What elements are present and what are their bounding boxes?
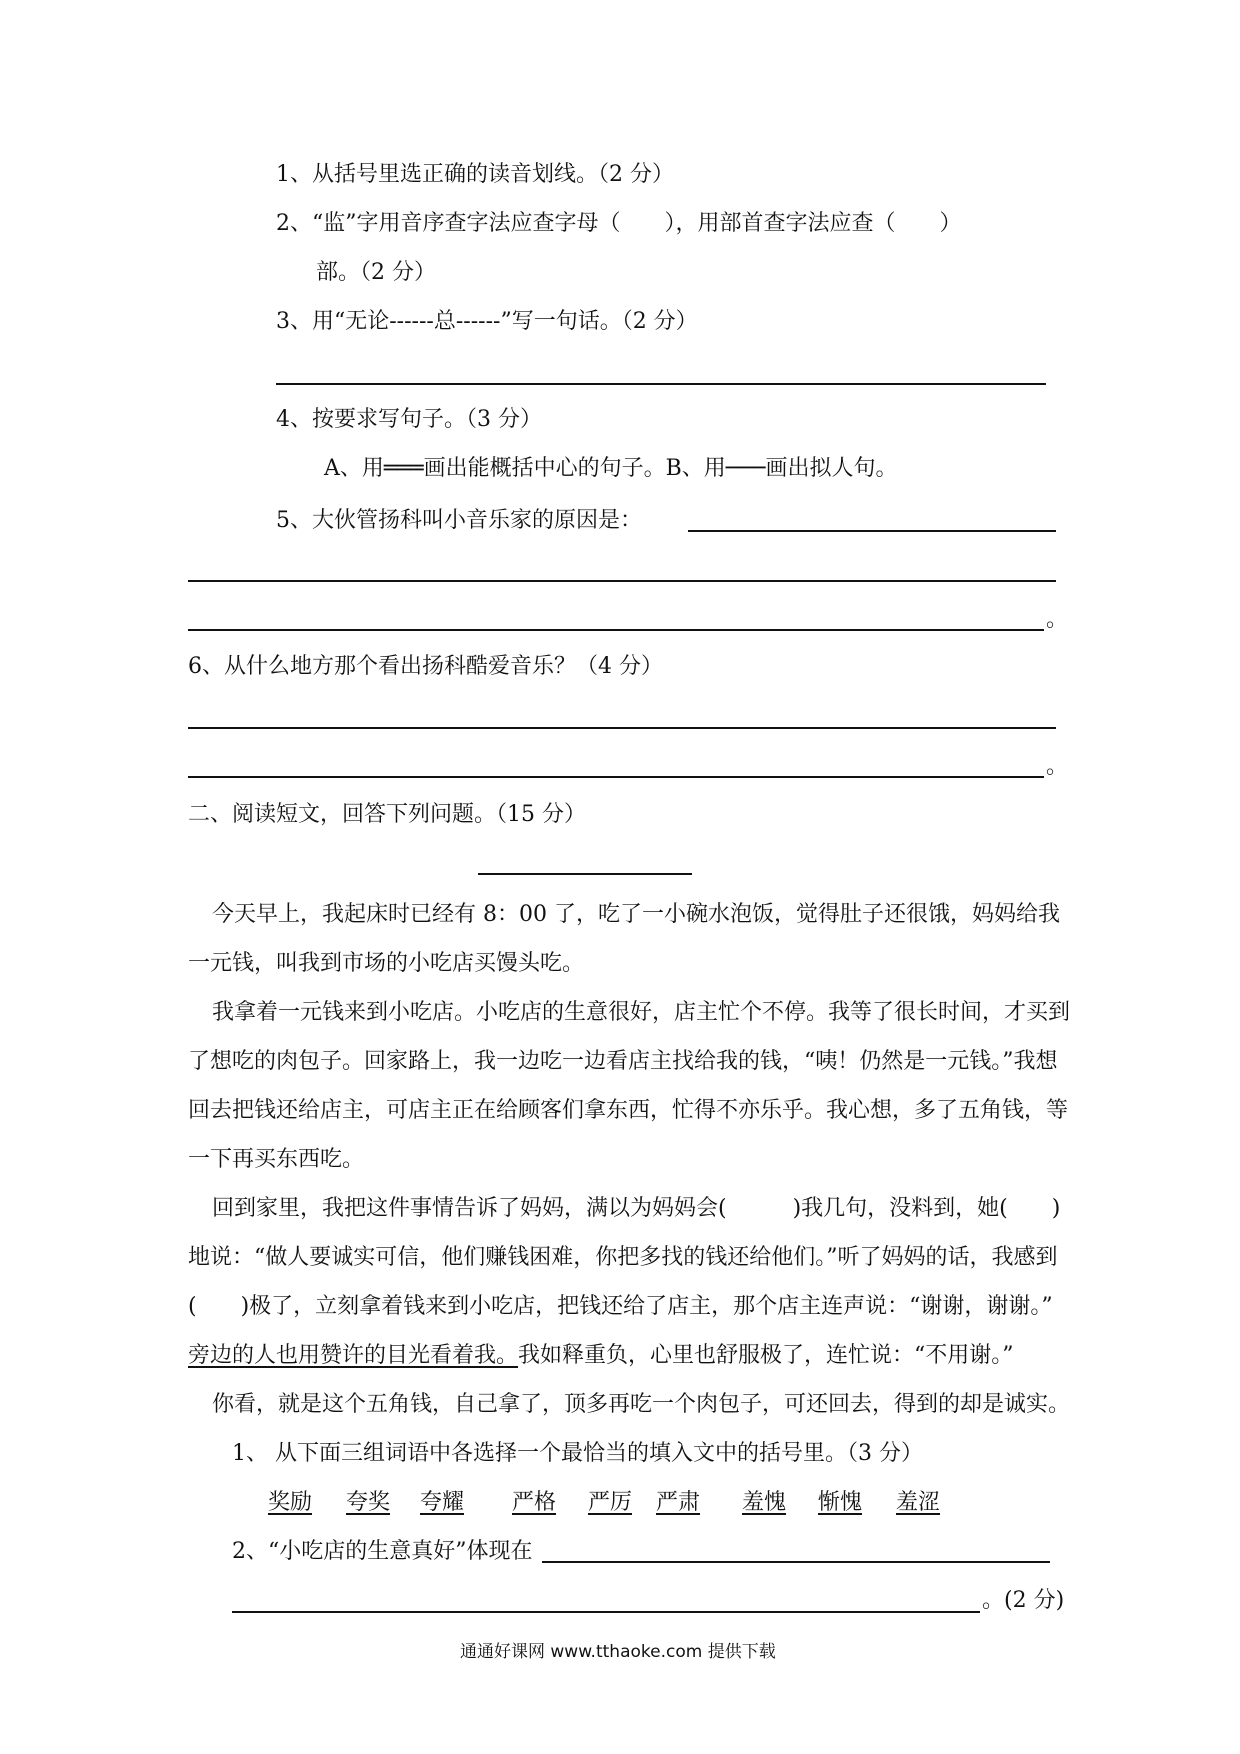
period-q6: 。 bbox=[1046, 754, 1069, 779]
question-5: 5、大伙管扬科叫小音乐家的原因是： bbox=[276, 508, 642, 533]
word-option: 夸耀 bbox=[420, 1490, 465, 1515]
paragraph-3-line4 bbox=[188, 1341, 1014, 1371]
paragraph-2-line4: 一下再买东西吃。 bbox=[188, 1147, 365, 1172]
question-1: 1、从括号里选正确的读音划线。（2 分） bbox=[276, 162, 674, 187]
answer-line-q6-b[interactable] bbox=[188, 776, 1044, 778]
question-6: 6、从什么地方那个看出扬科酷爱音乐？（4 分） bbox=[188, 654, 663, 679]
word-option: 惭愧 bbox=[818, 1490, 863, 1515]
paragraph-1-line2: 一元钱，叫我到市场的小吃店买馒头吃。 bbox=[188, 951, 585, 976]
paragraph-4: 你看，就是这个五角钱，自己拿了，顶多再吃一个肉包子，可还回去，得到的却是诚实。 bbox=[212, 1392, 1071, 1417]
answer-line-q5-c[interactable] bbox=[188, 629, 1044, 631]
question-2-line1: 2、“监”字用音序查字法应查字母（ ），用部首查字法应查（ ） bbox=[276, 211, 962, 236]
paragraph-2-line3: 回去把钱还给店主，可店主正在给顾客们拿东西，忙得不亦乐乎。我心想，多了五角钱，等 bbox=[188, 1098, 1069, 1123]
answer-line-q5-a[interactable] bbox=[688, 530, 1056, 532]
footer-credit: 通通好课网 www.tthaoke.com 提供下载 bbox=[460, 1642, 776, 1662]
word-option: 严格 bbox=[512, 1490, 557, 1515]
period-q5: 。 bbox=[1046, 607, 1069, 632]
question-4-instructions: A、用═══画出能概括中心的句子。B、用───画出拟人句。 bbox=[324, 456, 898, 481]
paragraph-3-line4-rest: 我如释重负，心里也舒服极了，连忙说：“不用谢。” bbox=[518, 1343, 1014, 1368]
word-option: 夸奖 bbox=[346, 1490, 391, 1515]
answer-line-q3[interactable] bbox=[276, 383, 1046, 385]
underlined-sentence: 旁边的人也用赞许的目光看着我。 bbox=[188, 1343, 519, 1368]
paragraph-3-line2: 地说：“做人要诚实可信，他们赚钱困难，你把多找的钱还给他们。”听了妈妈的话，我感到 bbox=[188, 1245, 1058, 1270]
sub-question-1: 1、 从下面三组词语中各选择一个最恰当的填入文中的括号里。（3 分） bbox=[232, 1441, 923, 1466]
answer-line-q6-a[interactable] bbox=[188, 727, 1056, 729]
paragraph-3-line1: 回到家里，我把这件事情告诉了妈妈，满以为妈妈会( )我几句，没料到，她( ) bbox=[212, 1196, 1061, 1221]
title-blank-line[interactable] bbox=[478, 873, 692, 875]
word-option: 羞涩 bbox=[896, 1490, 941, 1515]
word-option: 严厉 bbox=[588, 1490, 633, 1515]
section-2-heading: 二、阅读短文，回答下列问题。（15 分） bbox=[188, 802, 586, 827]
question-3: 3、用“无论------总------”写一句话。（2 分） bbox=[276, 309, 698, 334]
word-option: 奖励 bbox=[268, 1490, 313, 1515]
question-2-line2: 部。（2 分） bbox=[316, 260, 436, 285]
word-option: 羞愧 bbox=[742, 1490, 787, 1515]
paragraph-2-line1: 我拿着一元钱来到小吃店。小吃店的生意很好，店主忙个不停。我等了很长时间，才买到 bbox=[212, 1000, 1071, 1025]
sub-question-2: 2、“小吃店的生意真好”体现在 bbox=[232, 1539, 533, 1564]
paragraph-1-line1: 今天早上，我起床时已经有 8：00 了，吃了一小碗水泡饭，觉得肚子还很饿，妈妈给我 bbox=[212, 902, 1060, 927]
paragraph-3-line3: ( )极了，立刻拿着钱来到小吃店，把钱还给了店主，那个店主连声说：“谢谢，谢谢。” bbox=[188, 1294, 1053, 1319]
word-option: 严肃 bbox=[656, 1490, 701, 1515]
answer-line-sq2-b[interactable] bbox=[232, 1611, 980, 1613]
question-4: 4、按要求写句子。（3 分） bbox=[276, 407, 542, 432]
answer-line-sq2-a[interactable] bbox=[542, 1561, 1050, 1563]
score-sq2: 。(2 分) bbox=[982, 1588, 1065, 1613]
paragraph-2-line2: 了想吃的肉包子。回家路上，我一边吃一边看店主找给我的钱，“咦！仍然是一元钱。”我想 bbox=[188, 1049, 1058, 1074]
answer-line-q5-b[interactable] bbox=[188, 580, 1056, 582]
